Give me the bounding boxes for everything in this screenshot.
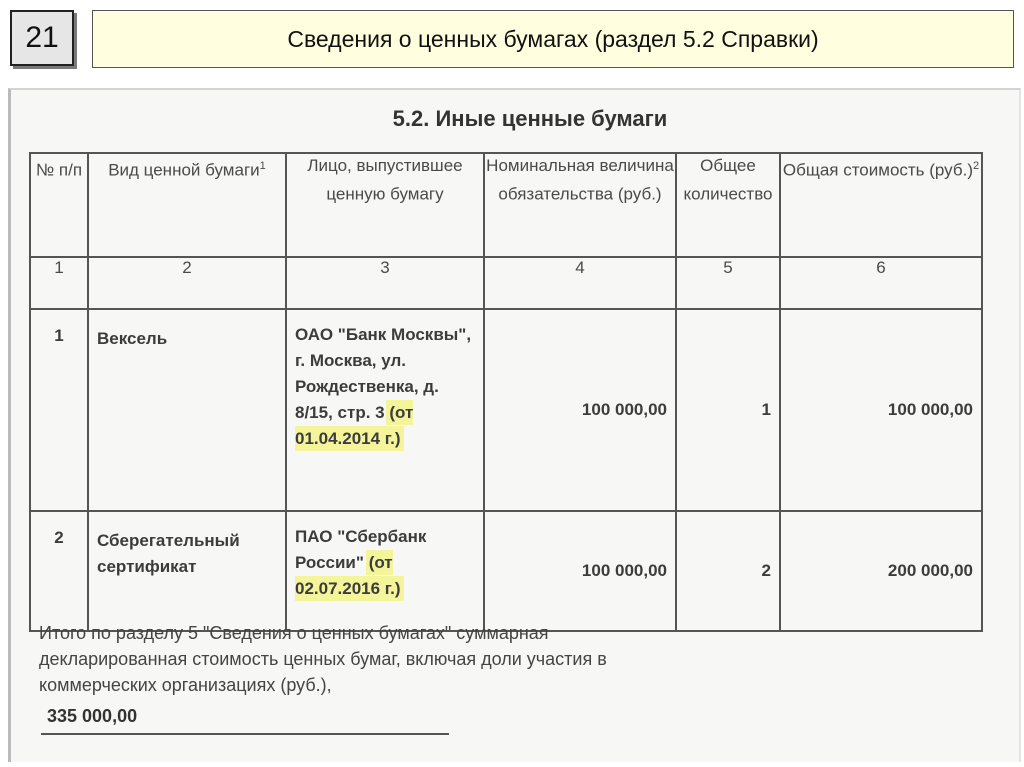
quantity: 2 xyxy=(676,511,780,631)
security-kind: Вексель xyxy=(88,309,286,511)
section-title: 5.2. Иные ценные бумаги xyxy=(392,106,668,131)
securities-table xyxy=(29,152,983,632)
slide-number: 21 xyxy=(10,10,74,66)
nominal-value: 100 000,00 xyxy=(484,309,676,511)
nominal-value: 100 000,00 xyxy=(484,511,676,631)
issuer-cell xyxy=(286,511,484,631)
issuer-name: ОАО "Банк Москвы", г. Москва, ул. Рождественка, д. 8/15, стр. 3 xyxy=(295,325,472,422)
header-row xyxy=(30,153,982,257)
header-cell: Вид ценной бумаги$^1$ xyxy=(88,153,286,257)
column-number: 1 xyxy=(30,257,88,309)
header-cell: Общее количество xyxy=(676,153,780,257)
section-total-text: Итого по разделу 5 "Сведения о ценных бумагах" суммарная декларированная стоимость ценных бумаг, включая доли участия в коммерческих организациях (руб.), xyxy=(39,623,607,695)
slide-title: Сведения о ценных бумагах (раздел 5.2 Справки) xyxy=(92,10,1014,68)
issuer-cell xyxy=(286,309,484,511)
table-row xyxy=(30,309,982,511)
row-number: 2 xyxy=(30,511,88,631)
header-cell: Лицо, выпустившее ценную бумагу xyxy=(286,153,484,257)
table-row xyxy=(30,511,982,631)
total-value: 100 000,00 xyxy=(780,309,982,511)
header-cell: Номинальная величина обязательства (руб.) xyxy=(484,153,676,257)
row-number: 1 xyxy=(30,309,88,511)
header-cell: Общая стоимость $(руб.)^2$ xyxy=(780,153,982,257)
quantity: 1 xyxy=(676,309,780,511)
column-number: 4 xyxy=(484,257,676,309)
issuer-name: ПАО "Сбербанк России" xyxy=(295,527,427,572)
total-underline xyxy=(41,733,449,735)
issue-date-highlight: (от 01.04.2014 г.) xyxy=(295,403,414,448)
column-number: 3 xyxy=(286,257,484,309)
total-value: 200 000,00 xyxy=(780,511,982,631)
column-number: 6 xyxy=(780,257,982,309)
document-scan xyxy=(8,88,1021,762)
column-number-row xyxy=(30,257,982,309)
issue-date-highlight: (от 02.07.2016 г.) xyxy=(295,553,401,598)
section-total-value: 335 000,00 xyxy=(47,706,138,726)
header-cell: № п/п xyxy=(30,153,88,257)
security-kind: Сберегательный сертификат xyxy=(88,511,286,631)
column-number: 5 xyxy=(676,257,780,309)
column-number: 2 xyxy=(88,257,286,309)
